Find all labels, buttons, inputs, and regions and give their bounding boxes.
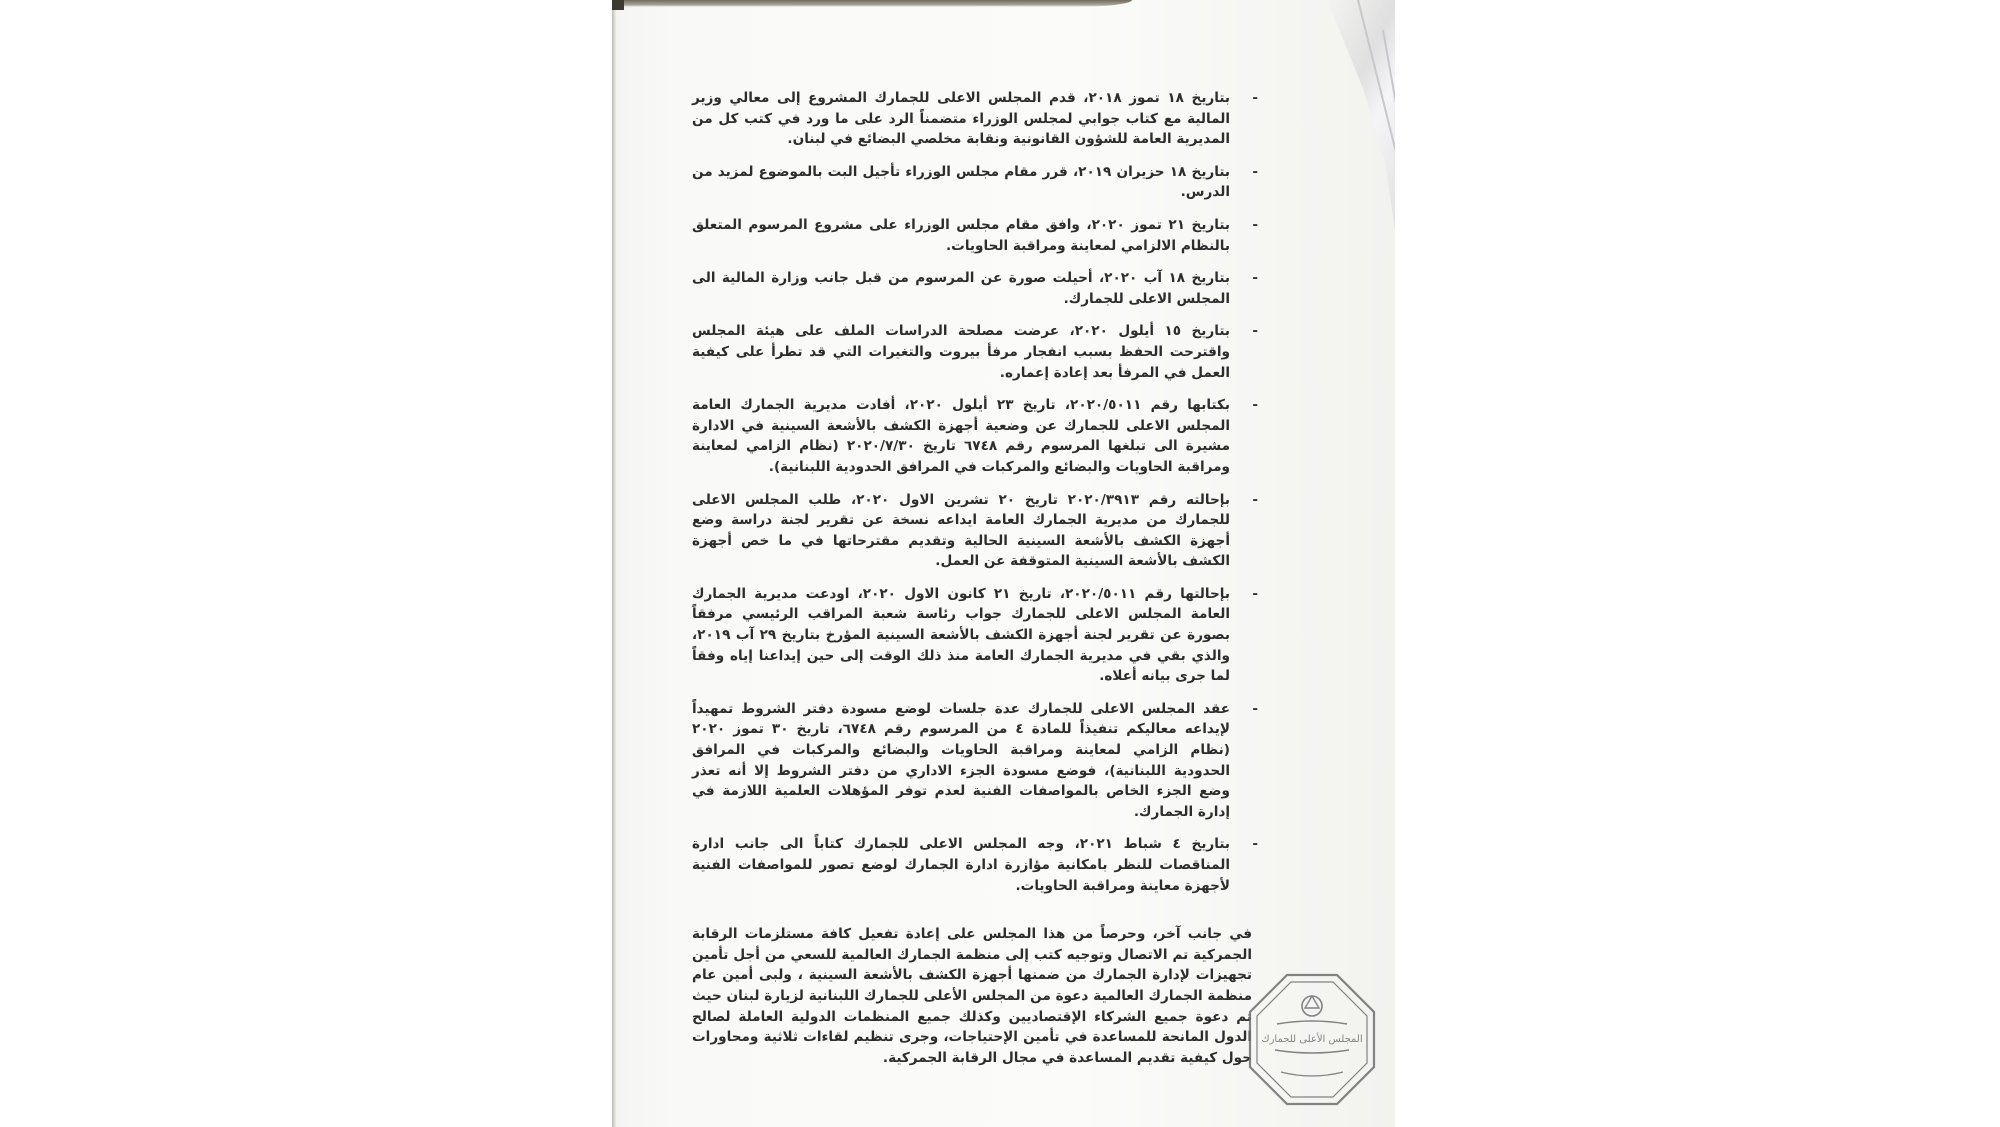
list-item-text: بإحالته رقم ٢٠٢٠/٣٩١٣ تاريخ ٢٠ تشرين الاول ٢٠٢٠، طلب المجلس الاعلى للجمارك من مديرية الجمارك العامة ايداعه نسخة عن تقرير لجنة دراسة وضع أجهزة الكشف بالأشعة السينية الحالية وتقديم مقترحاتها في ما خص أجهزة الكشف بالأشعة السينية المتوقفة عن العمل. [692, 491, 1230, 570]
closing-paragraph: في جانب آخر، وحرصاً من هذا المجلس على إعادة تفعيل كافة مستلزمات الرقابة الجمركية تم الاتصال وتوجيه كتب إلى منظمة الجمارك العالمية للسعي من أجل تأمين تجهيزات لإدارة الجمارك من ضمنها أجهزة الكشف بالأشعة السينية ، ولبى أمين عام منظمة الجمارك العالمية دعوة من المجلس الأعلى للجمارك اللبنانية لزيارة لبنان حيث تم دعوة جميع الشركاء الإقتصاديين وكذلك جميع المنظمات الدولية العاملة لصالح الدول المانحة للمساعدة في تأمين الإحتياجات، وجرى تنظيم لقاءات ثلاثية ومحاورات حول كيفية تقديم المساعدة في مجال الرقابة الجمركية. [692, 926, 1252, 1066]
list-item-text: بإحالتها رقم ٢٠٢٠/٥٠١١، تاريخ ٢١ كانون الاول ٢٠٢٠، اودعت مديرية الجمارك العامة المجلس الاعلى للجمارك جواب رئاسة شعبة المراقب الرئيسي مرفقاً بصورة عن تقرير لجنة أجهزة الكشف بالأشعة السينية المؤرخ بتاريخ ٢٩ آب ٢٠١٩، والذي بقي في مديرية الجمارك العامة منذ ذلك الوقت إلى حين إيداعنا إياه وفقاً لما جرى بيانه أعلاه. [692, 585, 1230, 685]
list-item-text: بكتابها رقم ٢٠٢٠/٥٠١١، تاريخ ٢٣ أيلول ٢٠٢٠، أفادت مديرية الجمارك العامة المجلس الاعلى للجمارك عن وضعية أجهزة الكشف بالأشعة السينية في الادارة مشيرة الى تبلغها المرسوم رقم ٦٧٤٨ تاريخ ٢٠٢٠/٧/٣٠ (نظام الزامي لمعاينة ومراقبة الحاويات والبضائع والمركبات في المرافق الحدودية اللبنانية). [692, 397, 1230, 475]
list-item: - عقد المجلس الاعلى للجمارك عدة جلسات لوضع مسودة دفتر الشروط تمهيداً لإيداعه معاليكم تنفيذاً للمادة ٤ من المرسوم رقم ٦٧٤٨، تاريخ ٣٠ تموز ٢٠٢٠ (نظام الزامي لمعاينة ومراقبة الحاويات والبضائع والمركبات في المرافق الحدودية اللبنانية)، فوضع مسودة الجزء الاداري من دفتر الشروط إلا أنه تعذر وضع الجزء الخاص بالمواصفات الفنية لعدم توفر المؤهلات العلمية اللازمة في إدارة الجمارك. [692, 700, 1258, 820]
document-body [692, 88, 1258, 1068]
list-item-text: بتاريخ ٤ شباط ٢٠٢١، وجه المجلس الاعلى للجمارك كتاباً الى جانب ادارة المناقصات للنظر بامكانية مؤازرة ادارة الجمارك لوضع تصور للمواصفات الفنية لأجهزة معاينة ومراقبة الحاويات. [692, 836, 1231, 894]
list-item-text: بتاريخ ١٨ تموز ٢٠١٨، قدم المجلس الاعلى للجمارك المشروع إلى معالي وزير المالية مع كتاب جوابي لمجلس الوزراء متضمناً الرد على ما ورد في كتب كل من المديرية العامة للشؤون القانونية ونقابة مخلصي البضائع في لبنان. [692, 90, 1231, 148]
list-item: - بتاريخ ١٥ أيلول ٢٠٢٠، عرضت مصلحة الدراسات الملف على هيئة المجلس واقترحت الحفظ بسبب انفجار مرفأ بيروت والتغيرات التي قد تطرأ على كيفية العمل في المرفأ بعد إعادة إعماره. [692, 323, 1258, 381]
scanned-page [612, 0, 1395, 1127]
list-item: - بتاريخ ٢١ تموز ٢٠٢٠، وافق مقام مجلس الوزراء على مشروع المرسوم المتعلق بالنظام الالزامي لمعاينة ومراقبة الحاويات. [692, 216, 1258, 254]
page-top-strip [612, 0, 1132, 7]
list-item: - بإحالتها رقم ٢٠٢٠/٥٠١١، تاريخ ٢١ كانون الاول ٢٠٢٠، اودعت مديرية الجمارك العامة المجلس الاعلى للجمارك جواب رئاسة شعبة المراقب الرئيسي مرفقاً بصورة عن تقرير لجنة أجهزة الكشف بالأشعة السينية المؤرخ بتاريخ ٢٩ آب ٢٠١٩، والذي بقي في مديرية الجمارك العامة منذ ذلك الوقت إلى حين إيداعنا إياه وفقاً لما جرى بيانه أعلاه. [692, 585, 1258, 685]
page-corner-mark [612, 0, 624, 10]
list-item-text: بتاريخ ١٥ أيلول ٢٠٢٠، عرضت مصلحة الدراسات الملف على هيئة المجلس واقترحت الحفظ بسبب انفجار مرفأ بيروت والتغيرات التي قد تطرأ على كيفية العمل في المرفأ بعد إعادة إعماره. [692, 323, 1230, 381]
list-item: - بتاريخ ١٨ تموز ٢٠١٨، قدم المجلس الاعلى للجمارك المشروع إلى معالي وزير المالية مع كتاب جوابي لمجلس الوزراء متضمناً الرد على ما ورد في كتب كل من المديرية العامة للشؤون القانونية ونقابة مخلصي البضائع في لبنان. [692, 90, 1258, 148]
left-margin [0, 0, 612, 1127]
stamp-text: المجلس الأعلى للجمارك [1261, 1034, 1363, 1045]
list-item: - بإحالته رقم ٢٠٢٠/٣٩١٣ تاريخ ٢٠ تشرين الاول ٢٠٢٠، طلب المجلس الاعلى للجمارك من مديرية الجمارك العامة ايداعه نسخة عن تقرير لجنة دراسة وضع أجهزة الكشف بالأشعة السينية الحالية وتقديم مقترحاتها في ما خص أجهزة الكشف بالأشعة السينية المتوقفة عن العمل. [692, 491, 1258, 570]
list-item-text: بتاريخ ١٨ آب ٢٠٢٠، أحيلت صورة عن المرسوم من قبل جانب وزارة المالية الى المجلس الاعلى للجمارك. [692, 270, 1230, 307]
list-item-text: عقد المجلس الاعلى للجمارك عدة جلسات لوضع مسودة دفتر الشروط تمهيداً لإيداعه معاليكم تنفيذاً للمادة ٤ من المرسوم رقم ٦٧٤٨، تاريخ ٣٠ تموز ٢٠٢٠ (نظام الزامي لمعاينة ومراقبة الحاويات والبضائع والمركبات في المرافق الحدودية اللبنانية)، فوضع مسودة الجزء الاداري من دفتر الشروط إلا أنه تعذر وضع الجزء الخاص بالمواصفات الفنية لعدم توفر المؤهلات العلمية اللازمة في إدارة الجمارك. [692, 700, 1230, 820]
official-stamp [1247, 972, 1377, 1107]
list-item: - بكتابها رقم ٢٠٢٠/٥٠١١، تاريخ ٢٣ أيلول ٢٠٢٠، أفادت مديرية الجمارك العامة المجلس الاعلى للجمارك عن وضعية أجهزة الكشف بالأشعة السينية في الادارة مشيرة الى تبلغها المرسوم رقم ٦٧٤٨ تاريخ ٢٠٢٠/٧/٣٠ (نظام الزامي لمعاينة ومراقبة الحاويات والبضائع والمركبات في المرافق الحدودية اللبنانية). [692, 397, 1258, 475]
list-item-text: بتاريخ ٢١ تموز ٢٠٢٠، وافق مقام مجلس الوزراء على مشروع المرسوم المتعلق بالنظام الالزامي لمعاينة ومراقبة الحاويات. [692, 216, 1231, 254]
page-edge-shadow [612, 0, 616, 1127]
right-margin [1395, 0, 2000, 1127]
list-item-text: بتاريخ ١٨ حزيران ٢٠١٩، قرر مقام مجلس الوزراء تأجيل البت بالموضوع لمزيد من الدرس. [692, 163, 1231, 201]
list-item: - بتاريخ ٤ شباط ٢٠٢١، وجه المجلس الاعلى للجمارك كتاباً الى جانب ادارة المناقصات للنظر بامكانية مؤازرة ادارة الجمارك لوضع تصور للمواصفات الفنية لأجهزة معاينة ومراقبة الحاويات. [692, 836, 1258, 894]
list-item: - بتاريخ ١٨ حزيران ٢٠١٩، قرر مقام مجلس الوزراء تأجيل البت بالموضوع لمزيد من الدرس. [692, 163, 1258, 201]
list-item: - بتاريخ ١٨ آب ٢٠٢٠، أحيلت صورة عن المرسوم من قبل جانب وزارة المالية الى المجلس الاعلى للجمارك. [692, 270, 1258, 307]
